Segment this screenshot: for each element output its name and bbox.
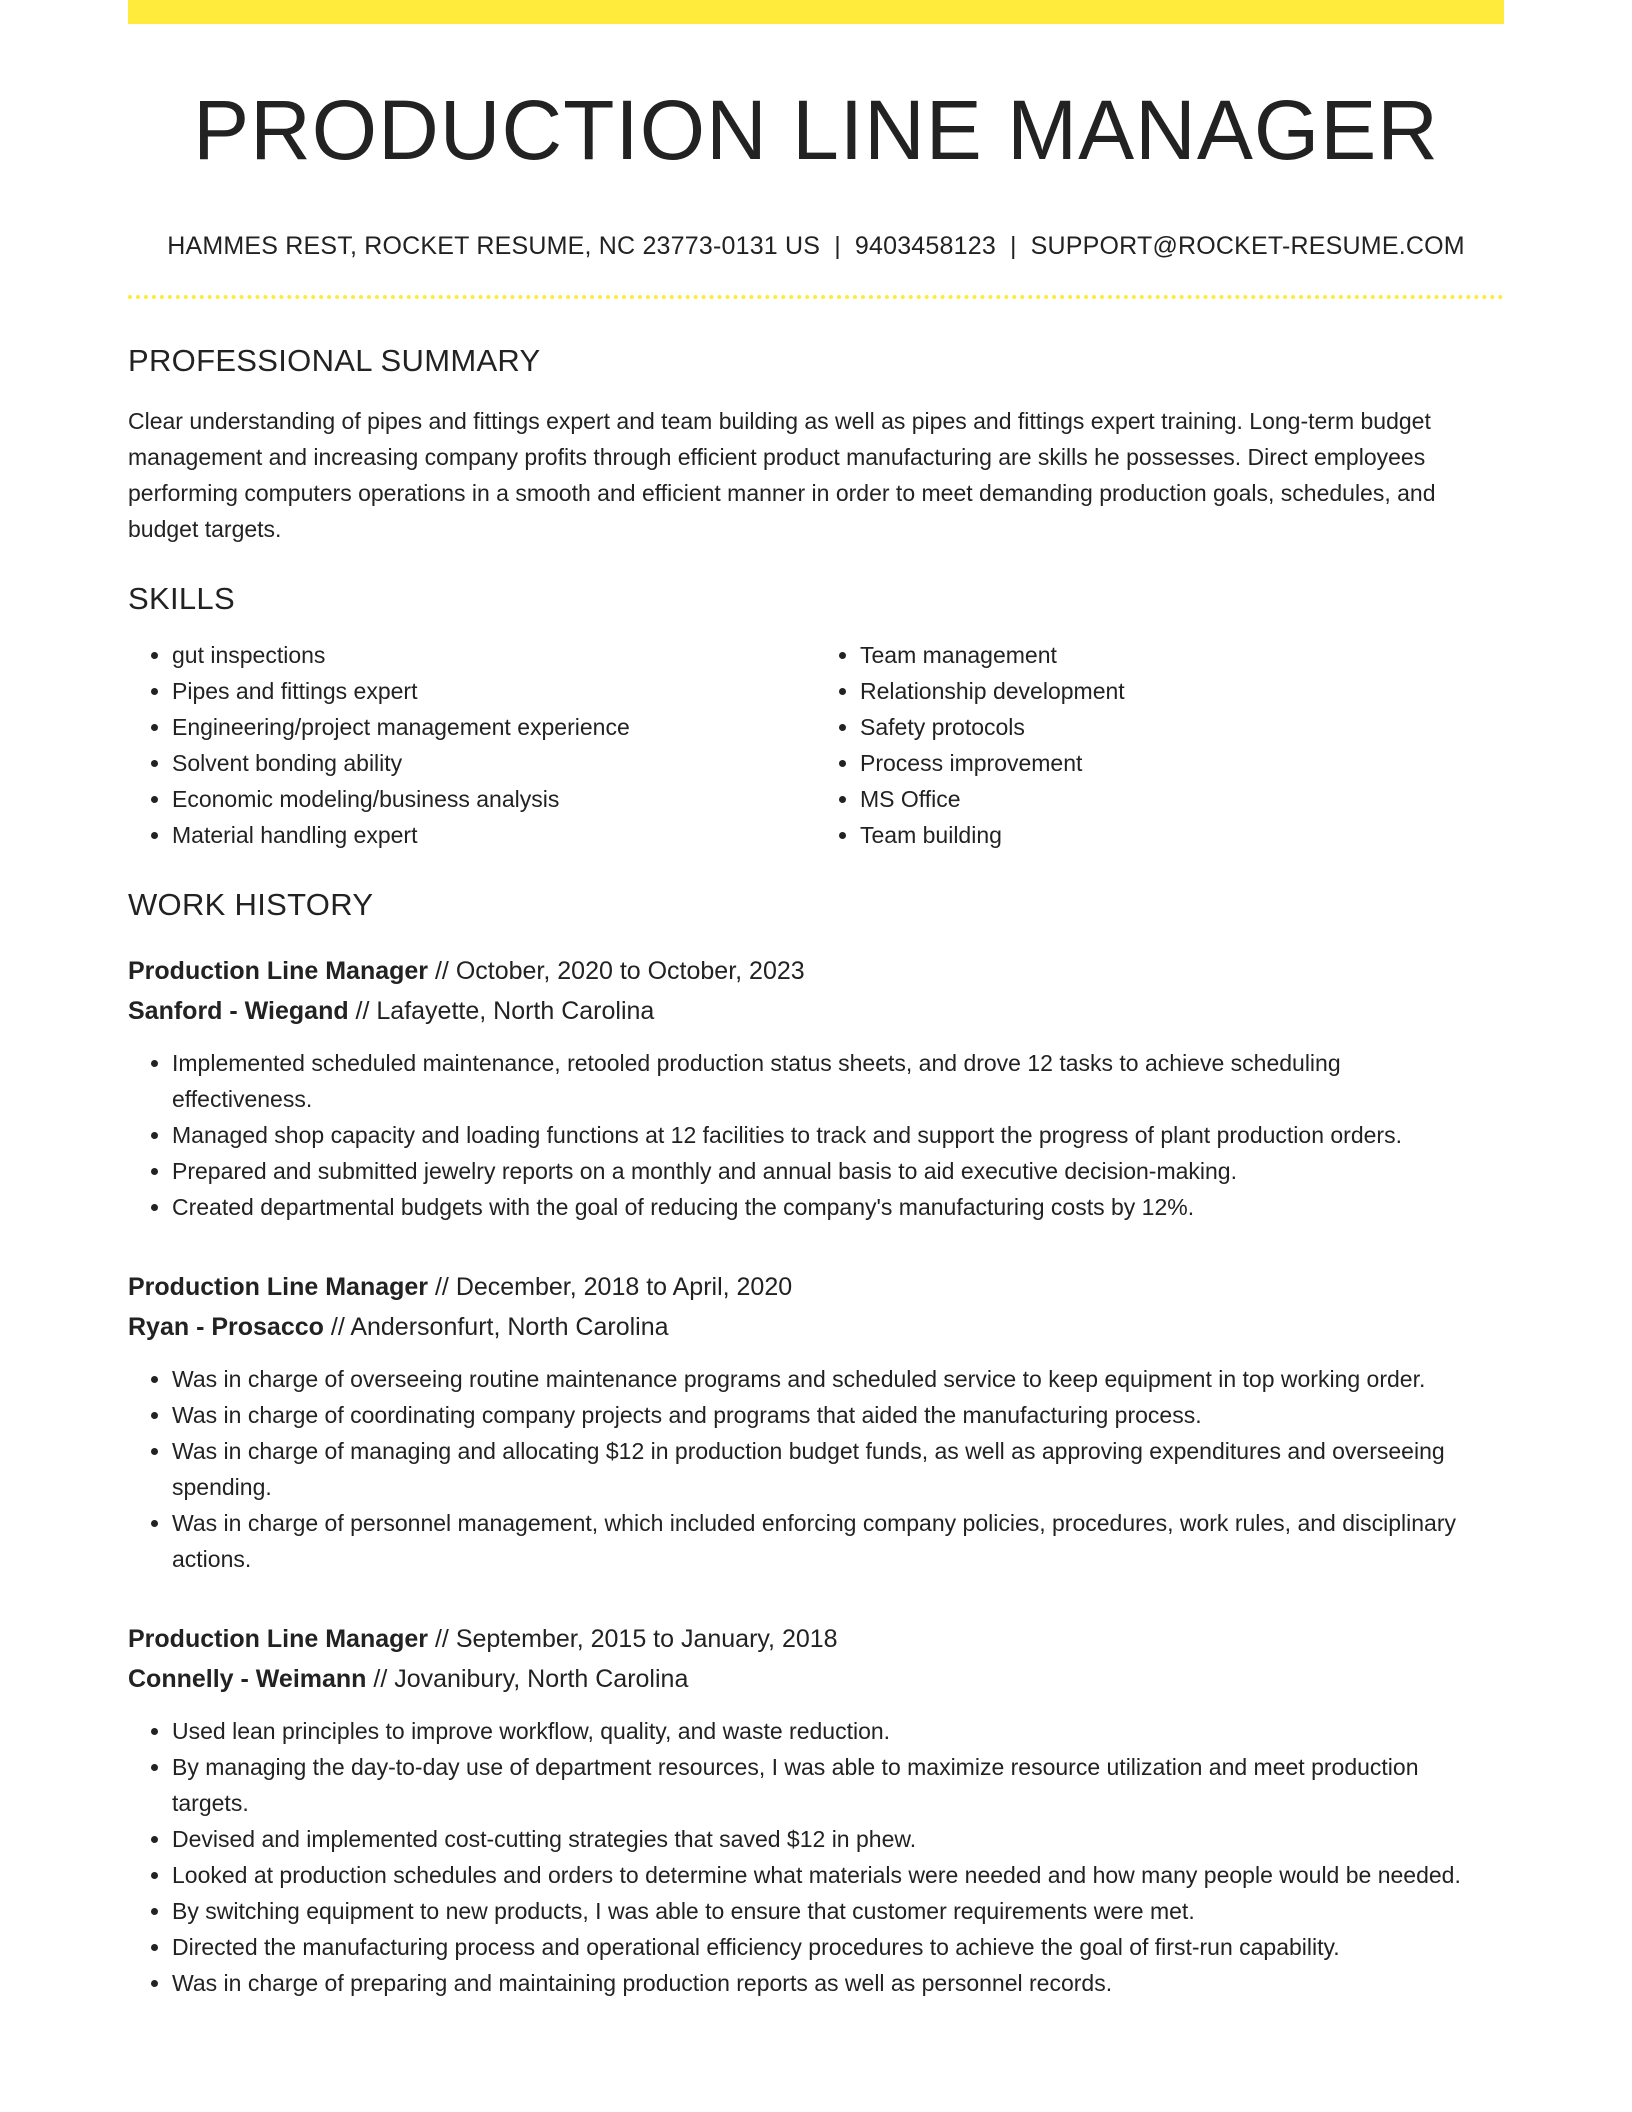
skill-item: • Pipes and fittings expert	[172, 673, 816, 709]
job-dates: // September, 2015 to January, 2018	[428, 1625, 838, 1654]
skills-column-right	[816, 637, 1504, 853]
summary-heading: PROFESSIONAL SUMMARY	[128, 343, 541, 379]
job-bullet: • Directed the manufacturing process and operational efficiency procedures to achieve the goal of first-run capability.	[172, 1929, 1504, 1965]
skills-column-left	[128, 637, 816, 853]
job-bullet: • Was in charge of coordinating company projects and programs that aided the manufacturing process.	[172, 1397, 1504, 1433]
job-company-line	[128, 1659, 1504, 1699]
job-role-line	[128, 951, 1504, 991]
job-entry	[128, 1267, 1504, 1577]
skill-item: • Team management	[860, 637, 1504, 673]
skill-item: • Process improvement	[860, 745, 1504, 781]
job-role-line	[128, 1619, 1504, 1659]
job-role: Production Line Manager	[128, 1625, 429, 1654]
job-bullet: • Was in charge of overseeing routine maintenance programs and scheduled service to keep equipment in top working order.	[172, 1361, 1504, 1397]
job-role: Production Line Manager	[128, 1273, 429, 1302]
contact-phone: 9403458123	[854, 232, 996, 261]
work-history-heading: WORK HISTORY	[128, 887, 374, 923]
contact-separator: |	[834, 232, 841, 261]
contact-line	[128, 232, 1504, 261]
job-bullet: • By managing the day-to-day use of department resources, I was able to maximize resource utilization and meet production targets.	[172, 1749, 1504, 1821]
job-bullet: • Prepared and submitted jewelry reports on a monthly and annual basis to aid executive decision-making.	[172, 1153, 1504, 1189]
job-bullet: • Was in charge of personnel management, which included enforcing company policies, procedures, work rules, and disciplinary actions.	[172, 1505, 1504, 1577]
job-location: // Andersonfurt, North Carolina	[323, 1313, 669, 1342]
job-company-line	[128, 1307, 1504, 1347]
job-bullets	[128, 1361, 1504, 1577]
dotted-divider	[128, 295, 1504, 299]
resume-title: PRODUCTION LINE MANAGER	[193, 83, 1439, 177]
job-bullet: • Looked at production schedules and orders to determine what materials were needed and how many people would be needed.	[172, 1857, 1504, 1893]
skill-item: • MS Office	[860, 781, 1504, 817]
job-location: // Jovanibury, North Carolina	[366, 1665, 689, 1694]
skill-item: • Economic modeling/business analysis	[172, 781, 816, 817]
top-accent-bar	[128, 0, 1504, 24]
skill-item: • Team building	[860, 817, 1504, 853]
job-entry	[128, 1619, 1504, 2001]
skill-item: • Relationship development	[860, 673, 1504, 709]
job-bullet: • Was in charge of managing and allocating $12 in production budget funds, as well as approving expenditures and overseeing spending.	[172, 1433, 1504, 1505]
job-bullet: • Created departmental budgets with the goal of reducing the company's manufacturing costs by 12%.	[172, 1189, 1504, 1225]
job-dates: // October, 2020 to October, 2023	[428, 957, 805, 986]
job-bullet: • Was in charge of preparing and maintaining production reports as well as personnel records.	[172, 1965, 1504, 2001]
skill-item: • Solvent bonding ability	[172, 745, 816, 781]
job-bullets	[128, 1045, 1504, 1225]
job-entry	[128, 951, 1504, 1225]
job-company: Ryan - Prosacco	[128, 1313, 324, 1342]
summary-text: Clear understanding of pipes and fittings expert and team building as well as pipes and fittings expert training. Long-term budget management and increasing company profits through efficient product manufacturing are skills he possesses. Direct employees performing computers operations in a smooth and efficient manner in order to meet demanding production goals, schedules, and budget targets.	[128, 408, 1436, 543]
contact-separator: |	[1009, 232, 1017, 261]
resume-page	[128, 0, 1504, 2001]
contact-email: SUPPORT@ROCKET-RESUME.COM	[1030, 232, 1465, 261]
job-role: Production Line Manager	[128, 957, 429, 986]
job-bullet: • By switching equipment to new products, I was able to ensure that customer requirements were met.	[172, 1893, 1504, 1929]
skill-item: • Safety protocols	[860, 709, 1504, 745]
job-dates: // December, 2018 to April, 2020	[428, 1273, 793, 1302]
job-company: Sanford - Wiegand	[128, 997, 349, 1026]
job-bullet: • Managed shop capacity and loading functions at 12 facilities to track and support the progress of plant production orders.	[172, 1117, 1504, 1153]
job-bullet: • Implemented scheduled maintenance, retooled production status sheets, and drove 12 tasks to achieve scheduling effectiveness.	[172, 1045, 1504, 1117]
skill-item: • Material handling expert	[172, 817, 816, 853]
job-location: // Lafayette, North Carolina	[348, 997, 655, 1026]
skills-heading: SKILLS	[128, 581, 235, 617]
skill-item: • Engineering/project management experience	[172, 709, 816, 745]
job-bullet: • Used lean principles to improve workflow, quality, and waste reduction.	[172, 1713, 1504, 1749]
job-company-line	[128, 991, 1504, 1031]
job-bullets	[128, 1713, 1504, 2001]
contact-address: HAMMES REST, ROCKET RESUME, NC 23773-0131 US	[167, 232, 821, 261]
job-company: Connelly - Weimann	[128, 1665, 367, 1694]
skills-list	[128, 637, 1504, 853]
job-bullet: • Devised and implemented cost-cutting strategies that saved $12 in phew.	[172, 1821, 1504, 1857]
job-role-line	[128, 1267, 1504, 1307]
skill-item: • gut inspections	[172, 637, 816, 673]
